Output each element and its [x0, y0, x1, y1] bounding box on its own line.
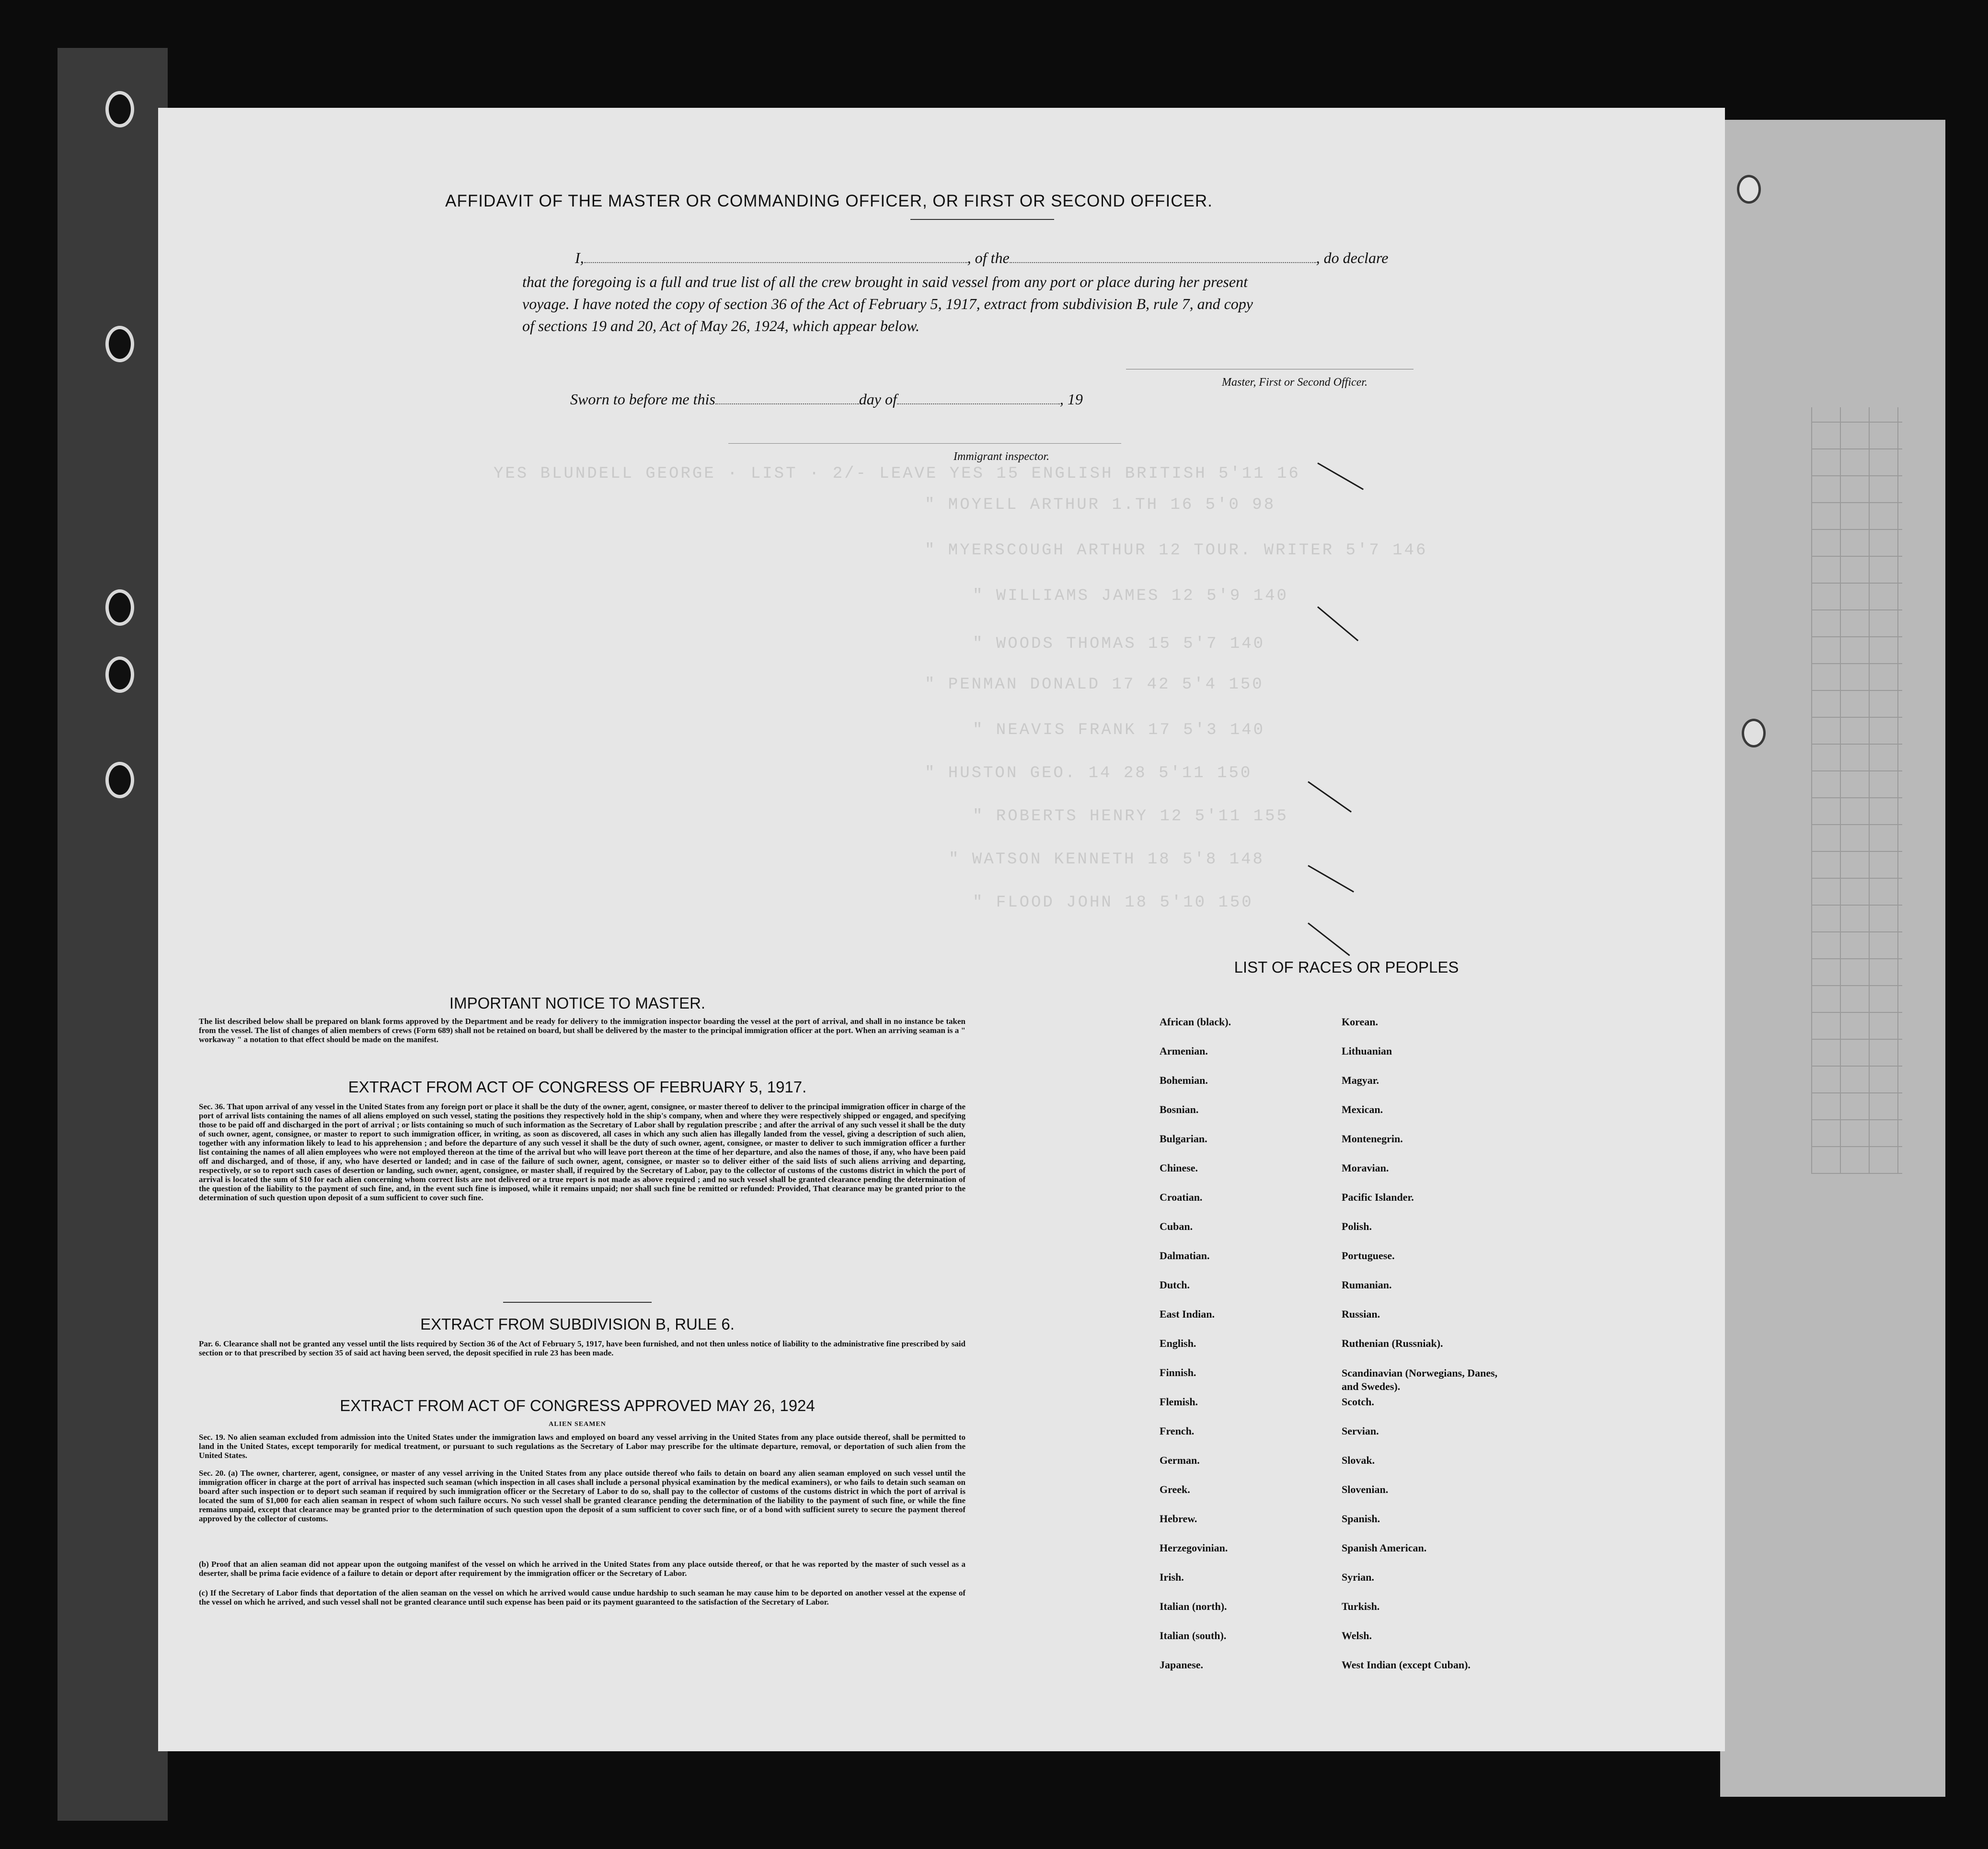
race-item: Servian. — [1342, 1425, 1379, 1437]
race-item: Scandinavian (Norwegians, Danes, and Swedes). — [1342, 1367, 1498, 1392]
extract-1917-title: EXTRACT FROM ACT OF CONGRESS OF FEBRUARY 5, 1917. — [348, 1078, 807, 1096]
race-item: Korean. — [1342, 1016, 1378, 1028]
affidavit-line-4: of sections 19 and 20, Act of May 26, 1924, which appear below. — [522, 317, 919, 334]
race-item: Russian. — [1342, 1308, 1380, 1320]
rule6-title: EXTRACT FROM SUBDIVISION B, RULE 6. — [420, 1315, 735, 1333]
punch-hole — [1737, 175, 1761, 204]
race-item: Syrian. — [1342, 1571, 1374, 1583]
section-divider — [503, 1302, 652, 1303]
race-item: Portuguese. — [1342, 1250, 1395, 1262]
affidavit-line-3: voyage. I have noted the copy of section 36 of the Act of February 5, 1917, extract from subdivision B, rule 7, and copy — [522, 295, 1253, 312]
race-item: Greek. — [1160, 1483, 1190, 1495]
sec-20b-text: (b) Proof that an alien seaman did not appear upon the outgoing manifest of the vessel on which he arrived in the United States from any place outside thereof, or that he was reported by the master of such vessel as a deserter, shall be prima facie evidence of a failure to detain or deport after requirement by the immigration officer or the Secretary of Labor. — [199, 1560, 965, 1578]
title-divider — [910, 219, 1054, 220]
master-signature-label: Master, First or Second Officer. — [1222, 376, 1367, 389]
pencil-mark — [1308, 865, 1354, 893]
race-item: Moravian. — [1342, 1162, 1389, 1174]
notice-text: The list described below shall be prepared on blank forms approved by the Department and be ready for delivery to the immigration inspector boarding the vessel at the port of arrival, and shall in no instance be taken from the vessel. The list of changes of alien members of crews (Form 689) shall not be retained on board, but shall be delivered by the master to the principal immigration officer at the port. When an arriving seaman is a " workaway " a notation to that effect should be made on the manifest. — [199, 1017, 965, 1044]
race-item: Dutch. — [1160, 1279, 1190, 1291]
binder-ring — [105, 762, 134, 798]
binder-edge — [57, 48, 168, 1821]
race-item: Scotch. — [1342, 1396, 1374, 1408]
affidavit-line-2: that the foregoing is a full and true list of all the crew brought in said vessel from any port or place during her present — [522, 273, 1248, 290]
race-item: Herzegovinian. — [1160, 1542, 1228, 1554]
race-item: English. — [1160, 1337, 1196, 1349]
race-item: Lithuanian — [1342, 1045, 1392, 1057]
race-item: Slovenian. — [1342, 1483, 1389, 1495]
race-item: Chinese. — [1160, 1162, 1198, 1174]
document-page: YES BLUNDELL GEORGE · LIST · 2/- LEAVE YES 15 ENGLISH BRITISH 5'11 16 " MOYELL ARTHUR 1.TH 16 5'0 98 " MYERSCOUGH ARTHUR 12 TOUR. WRITER 5'7 146 " WILLIAMS JAMES 12 5'9 140 " WOODS THOMAS 15 5'7 140 " PENMAN DONALD 17 42 5'4 150 " NEAVIS FRANK 17 5'3 140 " HUSTON GEO. 14 28 5'11 150 " ROBERTS HENRY 12 5'11 155 " WATSON KENNETH 18 5'8 148 " FLOOD JOHN 18 5'10 150 AFFIDAVIT OF THE MASTER OR COMMANDING OFFICER, OR FIRST OR SECOND OFFICER. I, , of the , do declare that the foregoing is a full and true list of all the crew brought in said vessel from any port or place during her present voyage. I have noted the copy of section 36 of the Act of February 5, 1917, extract from subdivision B, rule 7, and copy of sections 19 and 20, Act of May 26, 1924, which appear below. Master, First or Second Officer. Sworn to before me this day of , 19 Immigrant inspector. IMPORTANT NOTICE TO MASTER. The list described below shall be prepared on blank forms approved by the Department and be ready for delivery to the immigration inspector boarding the vessel at the port of arrival, and shall in no instance be taken from the vessel. The list of changes of alien members of crews (Form 689) shall not be retained on board, but shall be delivered by the master to the principal immigration officer at the port. When an arriving seaman is a " workaway " a notation to that effect should be made on the manifest. EXTRACT FROM ACT OF CONGRESS OF FEBRUARY 5, 1917. Sec. 36. That upon arrival of any vessel in the United States from any foreign port or place it shall be the duty of the owner, agent, consignee, or master thereof to deliver to the principal immigration officer in charge of the port of arrival lists containing the names of all aliens employed on such vessel, stating the positions they respectively hold in the ship's company, when and where they were respectively shipped or engaged, and specifying those to be paid off and discharged in the port of arrival ; or lists containing so much of such information as the Secretary of Labor shall by regulation prescribe ; and after the arrival of any such vessel it shall be the duty of such owner, agent, consignee, or master to report to such immigration officer, in writing, as soon as discovered, all cases in which any such alien has illegally landed from the vessel, giving a description of such alien, together with any information likely to lead to his apprehension ; and before the departure of any such vessel it shall be the duty of such owner, agent, consignee, or master to deliver to such immigration officer a further list containing the names of all alien employees who were not employed thereon at the time of the arrival but who will leave port thereon at the time of her departure, and also the names of those, if any, who have been paid off and discharged, and of those, if any, who have deserted or landed; and in case of the failure of such owner, agent, consignee, or master so to deliver either of the said lists of such aliens arriving and departing, respectively, or so to report such cases of desertion or landing, such owner, agent, consignee, or master shall, if required by the Secretary of Labor, pay to the collector of customs of the customs district in which the port of arrival is located the sum of $10 for each alien concerning whom correct lists are not delivered or a true report is not made as above required ; and no such vessel shall be granted clearance pending the determination of the question of the liability to the payment of such fine, and, in the event such fine is imposed, while it remains unpaid; nor shall such fine be remitted or refunded: Provided, That clearance may be granted prior to the determination of such question upon deposit of a sum sufficient to cover such fine. EXTRACT FROM SUBDIVISION B, RULE 6. Par. 6. Clearance shall not be granted any vessel until the lists required by Section 36 of the Act of February 5, 1917, have been furnished, and not then unless notice of liability to the administrative fine prescribed by said section or to that prescribed by section 35 of said act having been served, the deposit specified in rule 23 has been made. EXTRACT FROM ACT OF CONGRESS APPROVED MAY 26, 1924 ALIEN SEAMEN Sec. 19. No alien seaman excluded from admission into the United States under the immigration laws and employed on board any vessel arriving in the United States from any place outside thereof, shall be permitted to land in the United States, except temporarily for medical treatment, or pursuant to such regulations as the Secretary of Labor may prescribe for the ultimate departure, removal, or deportation of such alien from the United States. Sec. 20. (a) The owner, charterer, agent, consignee, or master of any vessel arriving in the United States from any place outside thereof who fails to detain on board any alien seaman employed on such vessel until the immigration officer in charge at the port of arrival has inspected such seaman (which inspection in all cases shall include a personal physical examination by the medical examiners), or who fails to detain such seaman on board after such inspection or to deport such seaman if required by such immigration officer or the Secretary of Labor to do so, shall pay to the collector of customs of the customs district in which the port of arrival is located the sum of $1,000 for each alien seaman in respect of whom such failure occurs. No such vessel shall be granted clearance pending the determination of the liability to the payment of such fine, or while the fine remains unpaid, except that clearance may be granted prior to the determination of such question upon the deposit of a sum sufficient to cover such fine, or of a bond with sufficient surety to secure the payment thereof approved by the collector of customs. (b) Proof that an alien seaman did not appear upon the outgoing manifest of the vessel on which he arrived in the United States from any place outside thereof, or that he was reported by the master of such vessel as a deserter, shall be prima facie evidence of a failure to detain or deport after requirement by the immigration officer or the Secretary of Labor. (c) If the Secretary of Labor finds that deportation of the alien seaman on the vessel on which he arrived would cause undue hardship to such seaman he may cause him to be deported on another vessel at the expense of the vessel on which he arrived, and such vessel shall not be granted clearance until such expense has been paid or its payment guaranteed to the satisfaction of the Secretary of Labor. LIST OF RACES OR PEOPLES African (black). Armenian. Bohemian. Bosnian. Bulgarian. Chinese. Croatian. Cuban. Dalmatian. Dutch. East Indian. English. Finnish. Flemish. French. German. Greek. Hebrew. Herzegovinian. Irish. Italian (north). Italian (south). Japanese. Korean. Lithuanian Magyar. Mexican. Montenegrin. Moravian. Pacific Islander. Polish. Portuguese. Rumanian. Russian. Ruthenian (Russniak). Scandinavian (Norwegians, Danes, and Swedes). Scotch. Servian. Slovak. Slovenian. Spanish. Spanish American. Syrian. Turkish. Welsh. West Indian (except Cuban). — [158, 108, 1725, 1751]
rule6-text: Par. 6. Clearance shall not be granted any vessel until the lists required by Section 36 of the Act of February 5, 1917, have been furnished, and not then unless notice of liability to the administrative fine prescribed by said section or to that prescribed by section 35 of said act having been served, the deposit specified in rule 23 has been made. — [199, 1339, 965, 1357]
inspector-signature-label: Immigrant inspector. — [954, 450, 1049, 463]
race-item: Rumanian. — [1342, 1279, 1392, 1291]
race-item: Spanish American. — [1342, 1542, 1427, 1554]
sec-20a-text: Sec. 20. (a) The owner, charterer, agent, consignee, or master of any vessel arriving in the United States from any place outside thereof who fails to detain on board any alien seaman employed on such vessel until the immigration officer in charge at the port of arrival has inspected such seaman (which inspection in all cases shall include a personal physical examination by the medical examiners), or who fails to detain such seaman on board after such inspection or to deport such seaman if required by such immigration officer or the Secretary of Labor to do so, shall pay to the collector of customs of the customs district in which the port of arrival is located the sum of $1,000 for each alien seaman in respect of whom such failure occurs. No such vessel shall be granted clearance pending the determination of the liability to the payment of such fine, or while the fine remains unpaid, except that clearance may be granted prior to the determination of such question upon the deposit of a sum sufficient to cover such fine, or of a bond with sufficient surety to secure the payment thereof approved by the collector of customs. — [199, 1469, 965, 1523]
race-item: Montenegrin. — [1342, 1133, 1403, 1145]
race-item: Pacific Islander. — [1342, 1191, 1414, 1203]
race-item: Irish. — [1160, 1571, 1184, 1583]
race-item: French. — [1160, 1425, 1195, 1437]
extract-1924-title: EXTRACT FROM ACT OF CONGRESS APPROVED MAY 26, 1924 — [340, 1397, 815, 1414]
race-item: East Indian. — [1160, 1308, 1215, 1320]
race-item: Croatian. — [1160, 1191, 1203, 1203]
race-item: African (black). — [1160, 1016, 1231, 1028]
race-item: Flemish. — [1160, 1396, 1198, 1408]
pencil-mark — [1317, 462, 1364, 490]
inspector-signature-line — [728, 443, 1121, 444]
race-item: Spanish. — [1342, 1513, 1380, 1525]
race-item: Italian (south). — [1160, 1630, 1227, 1642]
punch-hole — [1742, 719, 1766, 747]
race-item: Dalmatian. — [1160, 1250, 1210, 1262]
binder-ring — [105, 656, 134, 693]
sworn-line: Sworn to before me this day of , 19 — [570, 390, 1083, 408]
race-item: Bosnian. — [1160, 1103, 1199, 1115]
race-item: Italian (north). — [1160, 1600, 1227, 1612]
binder-ring — [105, 326, 134, 362]
extract-1924-subtitle: ALIEN SEAMEN — [549, 1421, 606, 1428]
races-title: LIST OF RACES OR PEOPLES — [1234, 958, 1459, 976]
race-item: Ruthenian (Russniak). — [1342, 1337, 1443, 1349]
race-item: Mexican. — [1342, 1103, 1383, 1115]
race-item: Turkish. — [1342, 1600, 1380, 1612]
pencil-mark — [1308, 922, 1350, 956]
sec-20c-text: (c) If the Secretary of Labor finds that deportation of the alien seaman on the vessel on which he arrived would cause undue hardship to such seaman he may cause him to be deported on another vessel at the expense of the vessel on which he arrived, and such vessel shall not be granted clearance until such expense has been paid or its payment guaranteed to the satisfaction of the Secretary of Labor. — [199, 1588, 965, 1607]
races-right-column — [1342, 1016, 1514, 1688]
race-item: Finnish. — [1160, 1367, 1196, 1378]
race-item: Slovak. — [1342, 1454, 1375, 1466]
race-item: Bulgarian. — [1160, 1133, 1207, 1145]
race-item: Armenian. — [1160, 1045, 1208, 1057]
underlying-manifest-sheet — [1720, 120, 1945, 1797]
pencil-mark — [1317, 606, 1358, 641]
race-item: Hebrew. — [1160, 1513, 1197, 1525]
race-item: Welsh. — [1342, 1630, 1372, 1642]
notice-title: IMPORTANT NOTICE TO MASTER. — [449, 994, 706, 1012]
pencil-mark — [1308, 781, 1352, 813]
race-item: Magyar. — [1342, 1074, 1379, 1086]
race-item: West Indian (except Cuban). — [1342, 1659, 1471, 1671]
race-item: Japanese. — [1160, 1659, 1204, 1671]
race-item: Cuban. — [1160, 1220, 1193, 1232]
extract-1917-text: Sec. 36. That upon arrival of any vessel in the United States from any foreign port or place it shall be the duty of the owner, agent, consignee, or master thereof to deliver to the principal immigration officer in charge of the port of arrival lists containing the names of all aliens employed on such vessel, stating the positions they respectively hold in the ship's company, when and where they were respectively shipped or engaged, and specifying those to be paid off and discharged in the port of arrival ; or lists containing so much of such information as the Secretary of Labor shall by regulation prescribe ; and after the arrival of any such vessel it shall be the duty of such owner, agent, consignee, or master to report to such immigration officer, in writing, as soon as discovered, all cases in which any such alien has illegally landed from the vessel, giving a description of such alien, together with any information likely to lead to his apprehension ; and before the departure of any such vessel it shall be the duty of such owner, agent, consignee, or master to deliver to such immigration officer a further list containing the names of all alien employees who were not employed thereon at the time of the arrival but who will leave port thereon at the time of her departure, and also the names of those, if any, who have been paid off and discharged, and of those, if any, who have deserted or landed; and in case of the failure of such owner, agent, consignee, or master so to deliver either of the said lists of such aliens arriving and departing, respectively, or so to report such cases of desertion or landing, such owner, agent, consignee, or master shall, if required by the Secretary of Labor, pay to the collector of customs of the customs district in which the port of arrival is located the sum of $10 for each alien concerning whom correct lists are not delivered or a true report is not made as above required ; and no such vessel shall be granted clearance pending the determination of the question of the liability to the payment of such fine, and, in the event such fine is imposed, while it remains unpaid; nor shall such fine be remitted or refunded: Provided, That clearance may be granted prior to the determination of such question upon deposit of a sum sufficient to cover such fine. — [199, 1102, 965, 1202]
affidavit-line-1: I, , of the , do declare — [575, 249, 1389, 266]
race-item: German. — [1160, 1454, 1200, 1466]
affidavit-title: AFFIDAVIT OF THE MASTER OR COMMANDING OFFICER, OR FIRST OR SECOND OFFICER. — [445, 192, 1213, 210]
races-left-column — [1160, 1016, 1231, 1688]
race-item: Bohemian. — [1160, 1074, 1208, 1086]
race-item: Polish. — [1342, 1220, 1372, 1232]
binder-ring — [105, 91, 134, 127]
sec-19-text: Sec. 19. No alien seaman excluded from admission into the United States under the immigration laws and employed on board any vessel arriving in the United States from any place outside thereof, shall be permitted to land in the United States, except temporarily for medical treatment, or pursuant to such regulations as the Secretary of Labor may prescribe for the ultimate departure, removal, or deportation of such alien from the United States. — [199, 1433, 965, 1460]
binder-ring — [105, 589, 134, 626]
